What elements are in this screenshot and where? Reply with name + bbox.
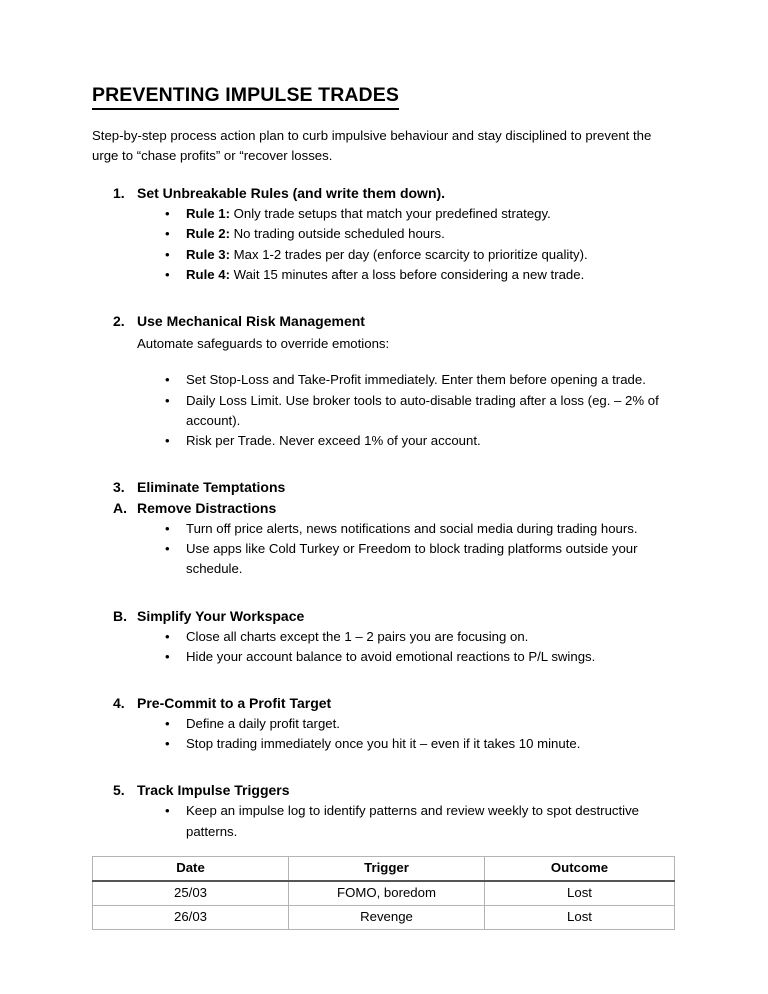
list-item (92, 627, 674, 647)
impulse-log-table (92, 856, 675, 930)
table-header (93, 856, 675, 881)
bullet-icon: • (165, 432, 170, 448)
section-4-title: Pre-Commit to a Profit Target (137, 695, 332, 712)
bullet-text: Close all charts except the 1 – 2 pairs you are focusing on. (186, 628, 529, 644)
document-body (92, 84, 674, 930)
bullet-icon: • (165, 372, 170, 388)
section-3 (92, 477, 674, 498)
table-body (93, 881, 675, 930)
bullet-text: Use apps like Cold Turkey or Freedom to block trading platforms outside your schedule. (186, 541, 638, 577)
bullet-icon: • (165, 521, 170, 537)
bullet-text: Only trade setups that match your predefined strategy. (229, 206, 551, 222)
bullet-icon: • (165, 392, 170, 408)
section-3-marker: 3. (113, 479, 125, 496)
bullet-icon: • (165, 226, 170, 242)
list-item (92, 265, 674, 285)
cell-date: 26/03 (93, 905, 289, 929)
bullet-text: Daily Loss Limit. Use broker tools to auto-disable trading after a loss (eg. – 2% of account). (186, 392, 659, 428)
bullet-icon: • (165, 648, 170, 664)
spacer (92, 580, 674, 606)
section-4-marker: 4. (113, 695, 125, 712)
section-2-subparagraph: Automate safeguards to override emotions: (137, 335, 390, 351)
bullet-text: Hide your account balance to avoid emotional reactions to P/L swings. (186, 648, 596, 664)
cell-outcome: Lost (485, 905, 675, 929)
list-item (92, 519, 674, 539)
section-1-bullet-list (92, 204, 674, 285)
bullet-lead: Rule 1: (186, 206, 230, 222)
bullet-text: No trading outside scheduled hours. (229, 226, 445, 242)
subsection-a-title: Remove Distractions (137, 500, 277, 517)
bullet-icon: • (165, 716, 170, 732)
list-item (92, 647, 674, 667)
cell-trigger: Revenge (289, 905, 485, 929)
list-item (92, 539, 674, 579)
subsection-b-bullet-list (92, 627, 674, 667)
bullet-text: Max 1-2 trades per day (enforce scarcity to prioritize quality). (229, 246, 588, 262)
spacer (92, 285, 674, 311)
list-item (92, 224, 674, 244)
bullet-icon: • (165, 206, 170, 222)
document-title: PREVENTING IMPULSE TRADES (92, 84, 399, 110)
section-1 (92, 183, 674, 285)
bullet-lead: Rule 2: (186, 226, 230, 242)
subsection-b (92, 606, 674, 667)
section-2-title: Use Mechanical Risk Management (137, 312, 365, 329)
section-2-marker: 2. (113, 312, 125, 329)
bullet-icon: • (165, 246, 170, 262)
section-2 (92, 311, 674, 451)
section-5-title: Track Impulse Triggers (137, 782, 290, 799)
section-4-heading (92, 693, 674, 714)
cell-outcome: Lost (485, 881, 675, 906)
spacer (92, 754, 674, 780)
bullet-icon: • (165, 628, 170, 644)
section-3-heading (92, 477, 674, 498)
subsection-a-heading (92, 498, 674, 519)
bullet-icon: • (165, 736, 170, 752)
bullet-icon: • (165, 803, 170, 819)
table-row (93, 881, 675, 906)
list-item (92, 734, 674, 754)
bullet-text: Wait 15 minutes after a loss before considering a new trade. (229, 266, 585, 282)
bullet-text: Risk per Trade. Never exceed 1% of your account. (186, 432, 481, 448)
list-item (92, 714, 674, 734)
bullet-text: Keep an impulse log to identify patterns and review weekly to spot destructive patterns. (186, 803, 640, 839)
bullet-icon: • (165, 266, 170, 282)
section-1-heading (92, 183, 674, 204)
list-item (92, 204, 674, 224)
spacer (92, 667, 674, 693)
subsection-b-title: Simplify Your Workspace (137, 607, 305, 624)
subsection-a-marker: A. (113, 500, 127, 517)
table-row (93, 905, 675, 929)
bullet-text: Set Stop-Loss and Take-Profit immediately. Enter them before opening a trade. (186, 372, 646, 388)
column-header-date: Date (93, 856, 289, 881)
cell-trigger: FOMO, boredom (289, 881, 485, 906)
list-item (92, 431, 674, 451)
section-1-marker: 1. (113, 185, 125, 202)
section-4-bullet-list (92, 714, 674, 754)
section-5-heading (92, 780, 674, 801)
list-item (92, 801, 674, 841)
section-2-heading (92, 311, 674, 332)
spacer (92, 354, 674, 370)
list-item (92, 370, 674, 390)
list-item (92, 245, 674, 265)
subsection-b-heading (92, 606, 674, 627)
bullet-icon: • (165, 541, 170, 557)
subsection-a (92, 498, 674, 580)
bullet-text: Turn off price alerts, news notifications and social media during trading hours. (186, 521, 638, 537)
intro-paragraph: Step-by-step process action plan to curb impulsive behaviour and stay disciplined to prevent the urge to “chase profits” or “recover losses. (92, 128, 652, 164)
cell-date: 25/03 (93, 881, 289, 906)
section-4 (92, 693, 674, 754)
bullet-lead: Rule 4: (186, 266, 230, 282)
spacer (92, 451, 674, 477)
list-item (92, 391, 674, 431)
bullet-lead: Rule 3: (186, 246, 230, 262)
subsection-a-bullet-list (92, 519, 674, 580)
section-5 (92, 780, 674, 841)
section-5-bullet-list (92, 801, 674, 841)
section-3-title: Eliminate Temptations (137, 479, 286, 496)
subsection-b-marker: B. (113, 607, 127, 624)
column-header-trigger: Trigger (289, 856, 485, 881)
section-2-bullet-list (92, 370, 674, 451)
table-header-row (93, 856, 675, 881)
column-header-outcome: Outcome (485, 856, 675, 881)
bullet-text: Define a daily profit target. (186, 716, 340, 732)
bullet-text: Stop trading immediately once you hit it – even if it takes 10 minute. (186, 736, 581, 752)
section-1-title: Set Unbreakable Rules (and write them down). (137, 185, 446, 202)
section-5-marker: 5. (113, 782, 125, 799)
